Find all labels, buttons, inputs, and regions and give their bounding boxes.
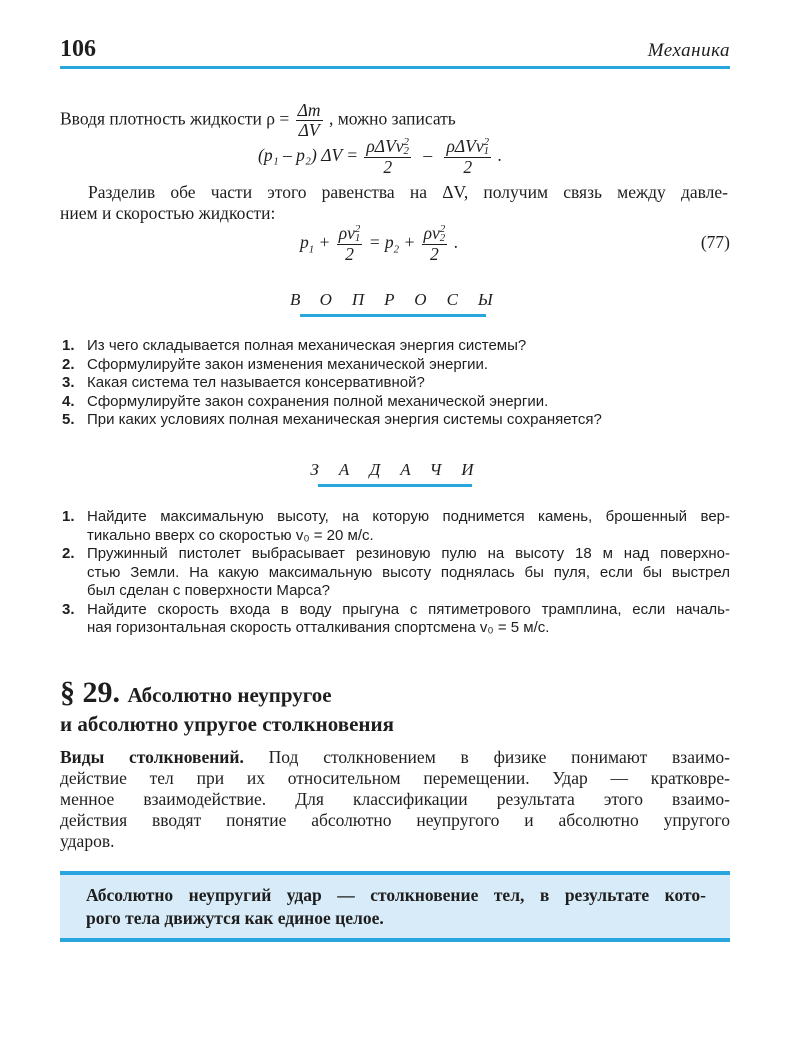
intro-line	[60, 101, 456, 140]
density-numerator: Δm	[297, 100, 321, 120]
item-number: 2.	[62, 545, 75, 562]
eq2-fraction-1: ρv 2 1 2	[338, 223, 361, 264]
item-text: ная горизонтальная скорость отталкивания спортсмена v₀ = 5 м/с.	[87, 619, 550, 636]
equation-bernoulli: $p_1$ + ρv 2 1 2 = $p_2$ + ρv 2 2 2 .	[300, 223, 458, 264]
definition-top-rule	[60, 871, 730, 875]
questions-title-rule	[300, 314, 486, 317]
paragraph-line: Виды столкновений. Под столкновением в физике понимают взаимо-	[60, 747, 730, 767]
tasks-title-rule	[318, 484, 472, 487]
section-title-line1: Абсолютно неупругое	[127, 683, 332, 707]
questions-list	[62, 337, 730, 430]
eq1-frac1-den: 2	[383, 156, 393, 177]
paragraph-lead: Виды столкновений.	[60, 747, 244, 767]
eq1-period: .	[497, 144, 502, 165]
equation-pressure-work	[258, 137, 502, 177]
section-title-line2: и абсолютно упругое столкновения	[60, 712, 394, 736]
definition-text	[86, 884, 706, 930]
item-number: 4.	[62, 392, 75, 410]
running-head: Механика	[647, 40, 730, 61]
density-denominator: ΔV	[298, 120, 320, 140]
paragraph-line: действие тел при их относительном перемещении. Удар — кратковре-	[60, 768, 730, 788]
eq1-frac1-num: ρΔVv	[366, 136, 404, 156]
paragraph-derivation: Разделив обе части этого равенства на ΔV, получим связь между давле-	[88, 182, 728, 202]
item-text: Найдите максимальную высоту, на которую поднимется камень, брошенный вер-	[87, 508, 730, 525]
page-number: 106	[60, 36, 96, 62]
item-text: Сформулируйте закон изменения механической энергии.	[87, 355, 489, 373]
collisions-paragraph	[60, 747, 730, 852]
list-item	[62, 393, 730, 412]
eq1-lhs: (p₁ – p₂) ΔV =	[258, 144, 359, 165]
tasks-list	[62, 508, 730, 638]
list-item	[62, 508, 730, 545]
item-text: Пружинный пистолет выбрасывает резиновую пулю на высоту 18 м над поверхно-	[87, 545, 730, 562]
eq1-fraction-1: ρΔVv 2 2 2	[366, 136, 409, 177]
paragraph-derivation-line2: нием и скоростью жидкости:	[60, 203, 276, 223]
intro-prefix: Вводя плотность жидкости ρ =	[60, 108, 290, 129]
item-text: При каких условиях полная механическая энергия системы сохраняется?	[87, 411, 602, 428]
tasks-title: ЗАДАЧИ	[310, 460, 494, 479]
list-item	[62, 545, 730, 601]
header-rule	[60, 66, 730, 69]
item-text: Найдите скорость входа в воду прыгуна с пятиметрового трамплина, если началь-	[87, 600, 730, 618]
section-heading	[60, 676, 332, 712]
list-item	[62, 411, 730, 430]
item-number: 3.	[62, 600, 75, 618]
list-item	[62, 601, 730, 638]
questions-title: ВОПРОСЫ	[290, 290, 513, 309]
paragraph-line: ударов.	[60, 831, 115, 851]
definition-line: Абсолютно неупругий удар — столкновение тел, в результате кото-	[86, 885, 706, 905]
eq2-fraction-2: ρv 2 2 2	[423, 223, 446, 264]
eq1-frac2-num: ρΔVv	[446, 136, 484, 156]
item-text: Какая система тел называется консервативной?	[87, 374, 425, 391]
section-number: § 29.	[60, 676, 120, 709]
item-text: стью Земли. На какую максимальную высоту поднялась бы пуля, если бы выстрел	[87, 563, 730, 581]
item-text: тикально вверх со скоростью v₀ = 20 м/с.	[87, 526, 374, 544]
list-item	[62, 337, 730, 356]
definition-line: рого тела движутся как единое целое.	[86, 908, 384, 928]
item-text: Сформулируйте закон сохранения полной механической энергии.	[87, 392, 549, 410]
density-fraction	[296, 101, 323, 140]
intro-suffix: , можно записать	[328, 108, 456, 129]
eq1-fraction-2: ρΔVv 2 1 2	[446, 136, 490, 177]
item-number: 1.	[62, 508, 75, 525]
eq1-minus: –	[423, 144, 433, 165]
item-number: 2.	[62, 355, 75, 373]
list-item	[62, 374, 730, 393]
item-number: 1.	[62, 337, 75, 354]
paragraph-line: действия вводят понятие абсолютно неупругого и абсолютно упругого	[60, 810, 730, 830]
item-text: Из чего складывается полная механическая энергия системы?	[87, 337, 527, 354]
paragraph-line: менное взаимодействие. Для классификации результата этого взаимо-	[60, 789, 730, 809]
item-number: 5.	[62, 411, 75, 428]
item-number: 3.	[62, 374, 75, 391]
list-item	[62, 356, 730, 375]
item-text: был сделан с поверхности Марса?	[87, 582, 330, 599]
equation-number: (77)	[700, 232, 730, 252]
definition-bottom-rule	[60, 938, 730, 942]
eq1-frac2-den: 2	[463, 156, 473, 177]
